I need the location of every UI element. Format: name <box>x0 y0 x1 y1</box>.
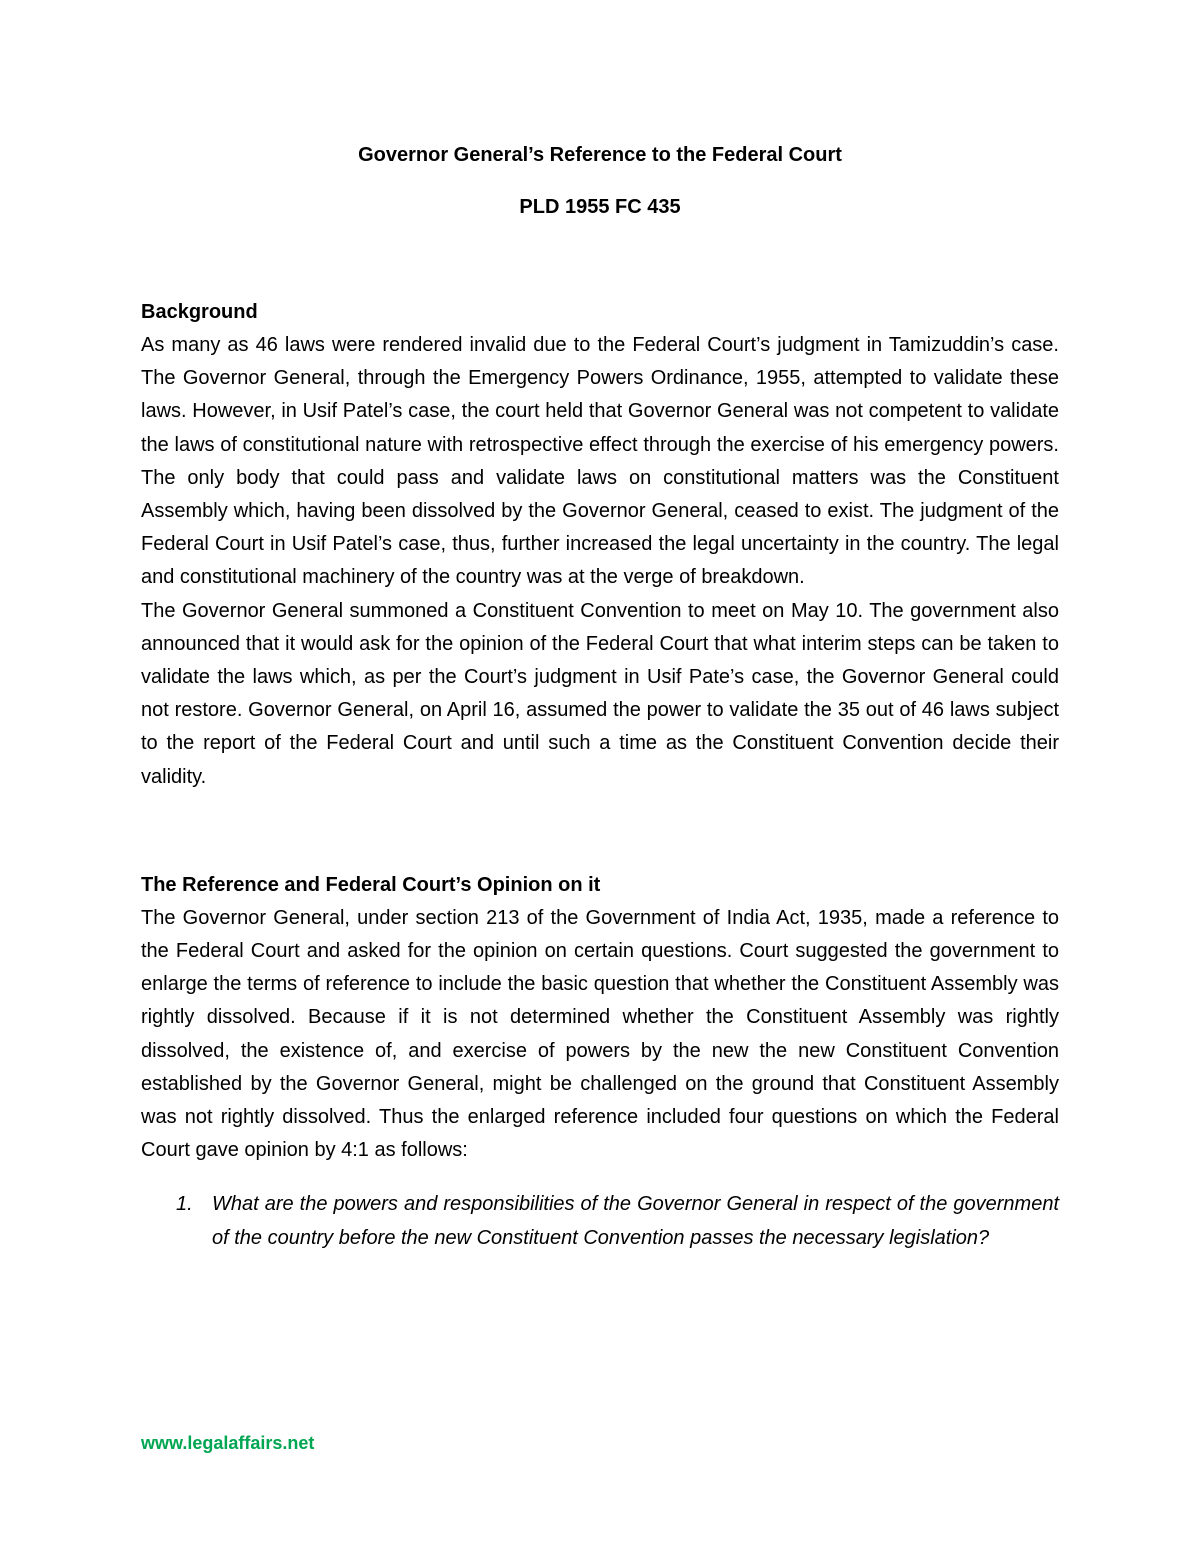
section-heading-reference: The Reference and Federal Court’s Opinion on it <box>141 873 601 896</box>
document-citation: PLD 1955 FC 435 <box>519 196 681 218</box>
background-paragraph-1: As many as 46 laws were rendered invalid due to the Federal Court’s judgment in Tamizuddin’s case. The Governor General, through the Emergency Powers Ordinance, 1955, attempted to validate these laws. However, in Usif Patel’s case, the court held that Governor General was not competent to validate the laws of constitutional nature with retrospective effect through the exercise of his emergency powers. The only body that could pass and validate laws on constitutional matters was the Constituent Assembly which, having been dissolved by the Governor General, ceased to exist. The judgment of the Federal Court in Usif Patel’s case, thus, further increased the legal uncertainty in the country. The legal and constitutional machinery of the country was at the verge of breakdown. <box>141 334 1059 589</box>
document-page <box>141 140 1059 1255</box>
section-heading-background: Background <box>141 301 258 323</box>
reference-paragraph-1: The Governor General, under section 213 of the Government of India Act, 1935, made a reference to the Federal Court and asked for the opinion on certain questions. Court suggested the government to enlarge the terms of reference to include the basic question that whether the Constituent Assembly was rightly dissolved. Because if it is not determined whether the Constituent Assembly was rightly dissolved, the existence of, and exercise of powers by the new the new Constituent Convention established by the Governor General, might be challenged on the ground that Constituent Assembly was not rightly dissolved. Thus the enlarged reference included four questions on which the Federal Court gave opinion by 4:1 as follows: <box>141 906 1059 1162</box>
question-text: What are the powers and responsibilities of the Governor General in respect of the government of the country before the new Constituent Convention passes the necessary legislation? <box>212 1193 1059 1249</box>
list-item <box>141 1188 1059 1254</box>
questions-list <box>141 1188 1059 1254</box>
background-paragraph-2: The Governor General summoned a Constituent Convention to meet on May 10. The government also announced that it would ask for the opinion of the Federal Court that what interim steps can be taken to validate the laws which, as per the Court’s judgment in Usif Pate’s case, the Governor General could not restore. Governor General, on April 16, assumed the power to validate the 35 out of 46 laws subject to the report of the Federal Court and until such a time as the Constituent Convention decide their validity. <box>141 599 1059 788</box>
document-title: Governor General’s Reference to the Federal Court <box>358 144 842 166</box>
question-number: 1. <box>176 1193 193 1216</box>
footer-website-link[interactable]: www.legalaffairs.net <box>141 1433 315 1453</box>
